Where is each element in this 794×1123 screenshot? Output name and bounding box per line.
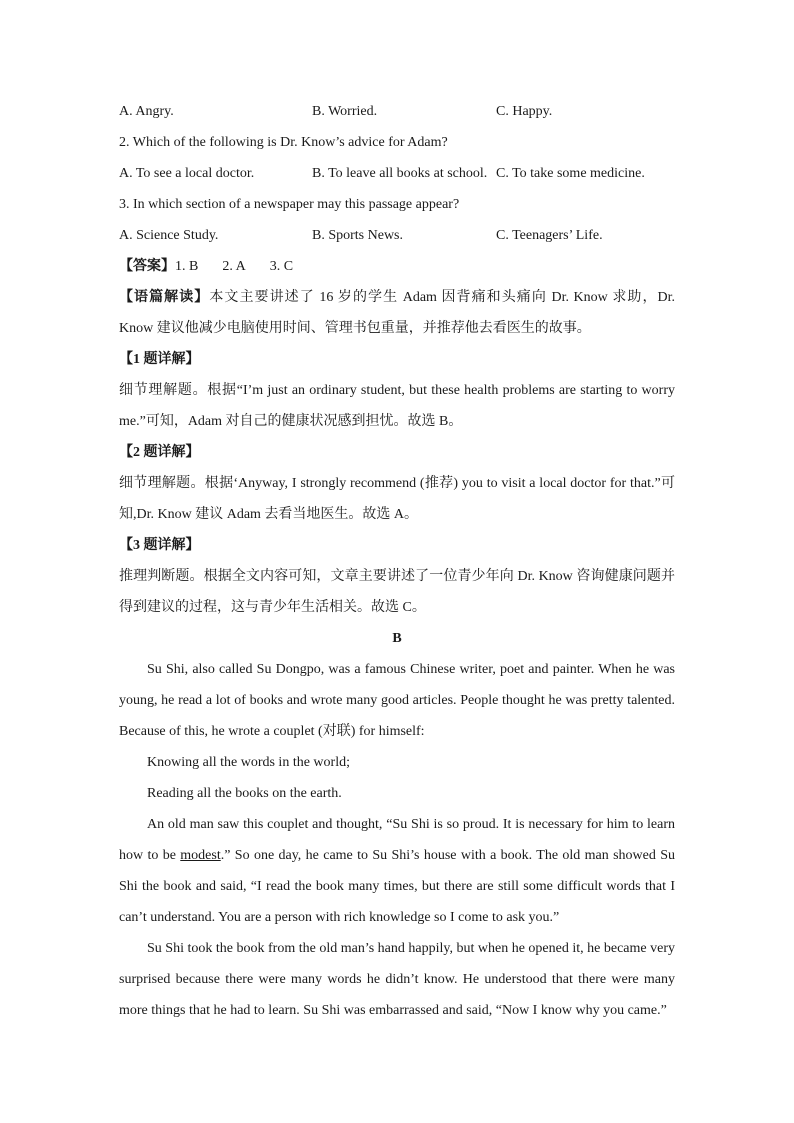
couplet-line-2: Reading all the books on the earth. (147, 786, 342, 801)
answer-label: 【答案】 (119, 259, 175, 274)
q1-option-a: A. Angry. (119, 104, 174, 119)
couplet-line-1: Knowing all the words in the world; (147, 755, 350, 770)
answer-3: 3. C (269, 259, 294, 274)
reading-summary (119, 282, 675, 344)
q3-option-b: B. Sports News. (312, 228, 404, 243)
passage-paragraph-1: Su Shi, also called Su Dongpo, was a famous Chinese writer, poet and painter. When he was young, he read a lot of books and wrote many good articles. People thought he was pretty talented. Because of this, he wrote a couplet (对联) for himself: (119, 662, 675, 739)
passage-paragraph-2 (119, 809, 675, 933)
reading-text: 本文主要讲述了 16 岁的学生 Adam 因背痛和头痛向 Dr. Know 求助，Dr. Know 建议他减少电脑使用时间、管理书包重量，并推荐他去看医生的故事。 (119, 290, 676, 336)
q2-options (119, 158, 675, 189)
paragraph-2-text-before: An old man saw this couplet and thought, “Su Shi is so proud. It is necessary for him to learn how to be (119, 817, 675, 863)
q2-stem: 2. Which of the following is Dr. Know’s advice for Adam? (119, 135, 448, 150)
q3-stem: 3. In which section of a newspaper may this passage appear? (119, 197, 460, 212)
explain3-label: 【3 题详解】 (119, 538, 200, 553)
underlined-word-modest: modest (180, 848, 221, 863)
q1-options (119, 96, 675, 127)
section-b-heading: B (392, 631, 402, 646)
passage-paragraph-3: Su Shi took the book from the old man’s hand happily, but when he opened it, he became very surprised because there were many words he didn’t know. He understood that there were many more things that he had to learn. Su Shi was embarrassed and said, “Now I know why you came.” (119, 941, 675, 1018)
q3-option-a: A. Science Study. (119, 228, 219, 243)
explain2-text: 细节理解题。根据‘Anyway, I strongly recommend (推荐) you to visit a local doctor for that.”可知,Dr. Know 建议 Adam 去看当地医生。故选 A。 (119, 476, 675, 522)
explain1-text: 细节理解题。根据“I’m just an ordinary student, but these health problems are starting to worry me.”可知，Adam 对自己的健康状况感到担忧。故选 B。 (119, 383, 675, 429)
q2-option-b: B. To leave all books at school. (312, 166, 488, 181)
answer-line (119, 251, 675, 282)
document-page (119, 96, 675, 1026)
q2-option-a: A. To see a local doctor. (119, 166, 255, 181)
answer-1: 1. B (175, 259, 199, 274)
q1-option-c: C. Happy. (496, 104, 553, 119)
explain2-label: 【2 题详解】 (119, 445, 200, 460)
answer-2: 2. A (222, 259, 246, 274)
paragraph-2-text-after: .” So one day, he came to Su Shi’s house with a book. The old man showed Su Shi the book and said, “I read the book many times, but there are still some difficult words that I can’t understand. You are a person with rich knowledge so I come to ask you.” (119, 848, 675, 925)
q3-option-c: C. Teenagers’ Life. (496, 228, 603, 243)
explain1-label: 【1 题详解】 (119, 352, 200, 367)
q1-option-b: B. Worried. (312, 104, 378, 119)
q3-options (119, 220, 675, 251)
explain3-text: 推理判断题。根据全文内容可知，文章主要讲述了一位青少年向 Dr. Know 咨询健康问题并得到建议的过程，这与青少年生活相关。故选 C。 (119, 569, 675, 615)
q2-option-c: C. To take some medicine. (496, 166, 645, 181)
reading-label: 【语篇解读】 (119, 290, 210, 305)
